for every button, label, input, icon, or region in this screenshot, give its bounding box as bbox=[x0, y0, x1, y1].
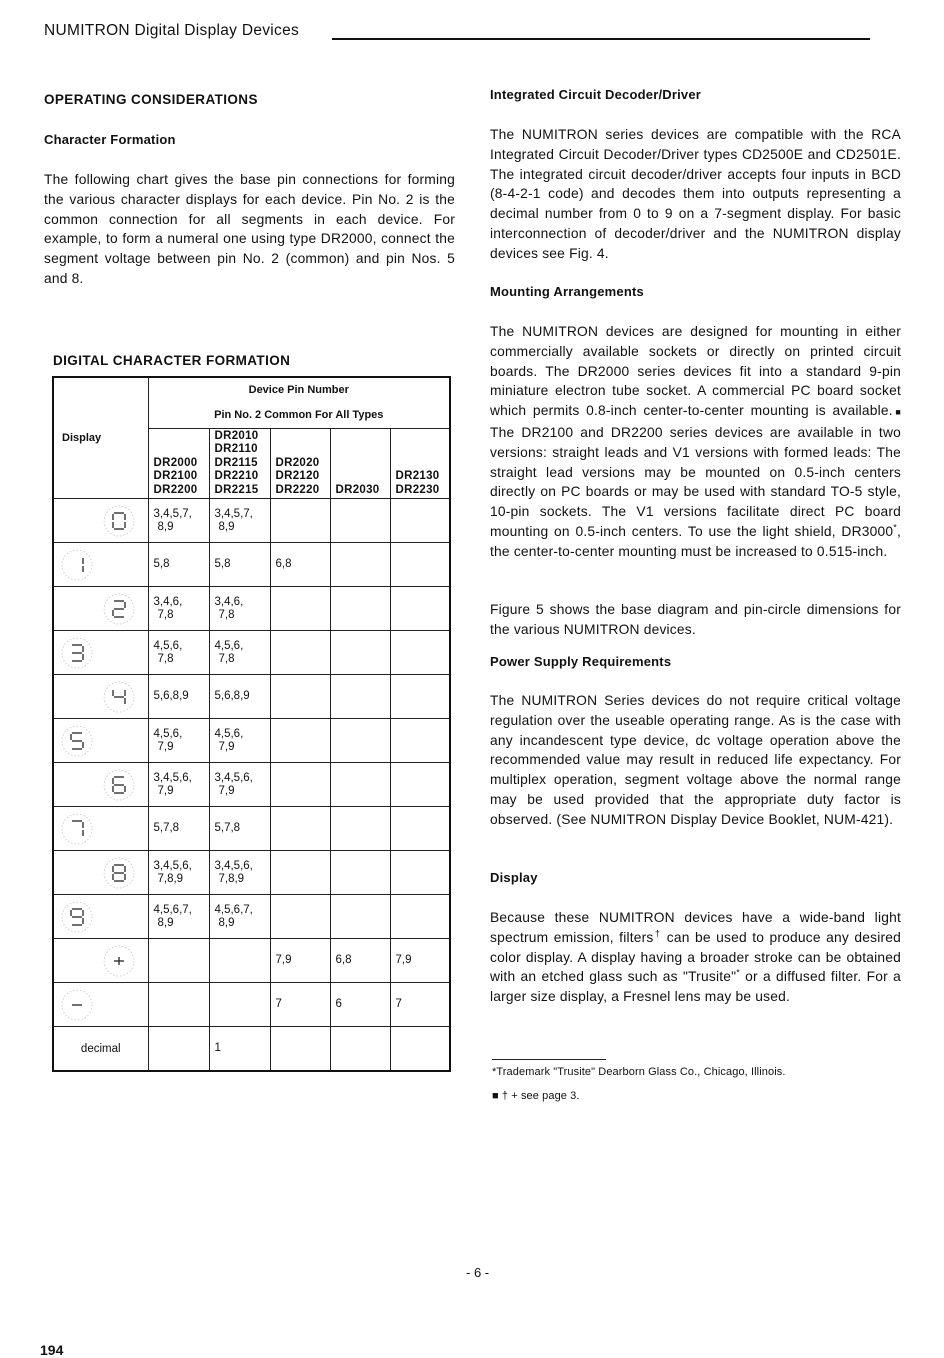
device-type-label: DR2020 bbox=[275, 456, 320, 469]
pin-cell bbox=[330, 1027, 390, 1072]
display-column-header: Display bbox=[53, 377, 148, 499]
pin-cell bbox=[270, 939, 330, 983]
pin-cell bbox=[148, 675, 209, 719]
pin-list: 3,4,5,6, bbox=[214, 859, 253, 872]
pin-cell bbox=[390, 763, 450, 807]
pin-list: 3,4,5,6, bbox=[214, 771, 253, 784]
group-header bbox=[148, 377, 450, 429]
pin-cell bbox=[390, 851, 450, 895]
pin-cell bbox=[148, 587, 209, 631]
pin-list: 7 bbox=[275, 998, 282, 1010]
display-label: decimal bbox=[80, 1042, 121, 1055]
dagger-ref: † bbox=[653, 928, 662, 939]
asterisk-ref: * bbox=[893, 522, 897, 533]
device-type-header bbox=[270, 429, 330, 499]
pin-cell bbox=[390, 675, 450, 719]
pin-cell bbox=[330, 631, 390, 675]
pin-cell bbox=[330, 675, 390, 719]
pin-list: 7,8 bbox=[157, 652, 174, 665]
device-type-label: DR2220 bbox=[275, 483, 320, 496]
pin-cell bbox=[148, 499, 209, 543]
table-row bbox=[53, 851, 450, 895]
corner-number: 194 bbox=[40, 1342, 64, 1358]
group-header-line-2: Pin No. 2 Common For All Types bbox=[214, 409, 384, 421]
pin-cell bbox=[270, 675, 330, 719]
display-cell bbox=[53, 587, 148, 631]
display-cell bbox=[53, 807, 148, 851]
display-cell bbox=[53, 543, 148, 587]
pin-cell bbox=[330, 763, 390, 807]
pin-list: 5,6,8,9 bbox=[153, 690, 189, 702]
pin-cell bbox=[148, 851, 209, 895]
pin-cell bbox=[270, 499, 330, 543]
pin-list: 7,9 bbox=[395, 954, 412, 966]
pin-cell bbox=[390, 719, 450, 763]
pin-list: 1 bbox=[214, 1042, 221, 1054]
ic-heading: Integrated Circuit Decoder/Driver bbox=[490, 87, 702, 102]
display-cell bbox=[53, 939, 148, 983]
char-formation-heading: Character Formation bbox=[44, 132, 176, 147]
device-type-label: DR2010 bbox=[214, 429, 259, 442]
pin-cell bbox=[270, 587, 330, 631]
pin-cell bbox=[390, 587, 450, 631]
pin-cell bbox=[390, 1027, 450, 1072]
pin-list: 3,4,6, bbox=[153, 595, 183, 608]
pin-cell bbox=[270, 807, 330, 851]
device-type-header bbox=[390, 429, 450, 499]
pin-cell bbox=[270, 763, 330, 807]
digit-4-glyph-icon bbox=[102, 680, 136, 714]
digit-7-glyph-icon bbox=[60, 812, 94, 846]
table-row bbox=[53, 719, 450, 763]
device-type-label: DR2100 bbox=[153, 470, 198, 482]
pin-cell bbox=[209, 851, 270, 895]
pin-cell bbox=[390, 631, 450, 675]
table-row bbox=[53, 807, 450, 851]
display-cell bbox=[53, 675, 148, 719]
pin-list: 7 bbox=[395, 998, 402, 1010]
pin-cell bbox=[270, 851, 330, 895]
pin-cell bbox=[209, 807, 270, 851]
pin-list: 3,4,6, bbox=[214, 595, 244, 608]
table-row bbox=[53, 895, 450, 939]
pin-list: 4,5,6,7, bbox=[214, 903, 253, 916]
pin-cell bbox=[270, 895, 330, 939]
device-type-header bbox=[148, 429, 209, 499]
table-row bbox=[53, 1027, 450, 1072]
pin-cell bbox=[330, 895, 390, 939]
display-body-part-c: or a diffused filter. For a larger size display, a Fresnel lens may be used. bbox=[490, 969, 902, 1005]
pin-cell bbox=[270, 983, 330, 1027]
pin-list: 6 bbox=[335, 998, 342, 1010]
pin-list: 8,9 bbox=[218, 520, 235, 533]
device-type-label: DR2110 bbox=[214, 443, 258, 455]
digit-5-glyph-icon bbox=[60, 724, 94, 758]
display-body-part-b: can be used to produce any desired color display. A display having a broader stroke can be obtained with an etched glass such as "Trusite" bbox=[490, 929, 902, 985]
mounting-body-part-b: The DR2100 and DR2200 series devices are available in two versions: straight leads and V1 versions with formed leads: The straight lead versions may be mounted on 0.5-inch centers directly on PC boards or may be used with standard TO-5 style, 10-pin sockets. The V1 versions facilitate direct PC board mounting on 0.5-inch centers. To use the light shield, DR3000 bbox=[490, 424, 901, 539]
pin-cell bbox=[330, 587, 390, 631]
footnote-trademark: *Trademark "Trusite" Dearborn Glass Co., Chicago, Illinois. bbox=[492, 1066, 786, 1078]
pin-list: 7,8 bbox=[218, 652, 235, 665]
digit-0-glyph-icon bbox=[102, 504, 136, 538]
pin-cell bbox=[148, 719, 209, 763]
pin-cell bbox=[209, 675, 270, 719]
device-type-label: DR2210 bbox=[214, 470, 259, 482]
digit-1-glyph-icon bbox=[60, 548, 94, 582]
device-type-header bbox=[330, 429, 390, 499]
table-row bbox=[53, 631, 450, 675]
character-formation-table bbox=[52, 376, 451, 1072]
minus-glyph-icon bbox=[60, 988, 94, 1022]
mounting-heading: Mounting Arrangements bbox=[490, 284, 644, 299]
mounting-body-part-a: The NUMITRON devices are designed for mounting in either commercially available sockets or directly on printed circuit boards. The DR2000 series devices fit into a standard 9-pin miniature electron tube socket. A commercial PC board socket which permits 0.8-inch center-to-center mounting is available. bbox=[490, 324, 901, 419]
table-row bbox=[53, 939, 450, 983]
pin-cell bbox=[390, 499, 450, 543]
pin-cell bbox=[209, 1027, 270, 1072]
pin-list: 5,7,8 bbox=[153, 822, 180, 834]
pin-cell bbox=[390, 983, 450, 1027]
display-cell bbox=[53, 631, 148, 675]
display-heading: Display bbox=[490, 870, 538, 885]
plus-glyph-icon bbox=[102, 944, 136, 978]
table-title: DIGITAL CHARACTER FORMATION bbox=[53, 353, 291, 368]
pin-list: 4,5,6,7, bbox=[153, 903, 192, 916]
device-type-label: DR2000 bbox=[153, 456, 198, 469]
table-row bbox=[53, 763, 450, 807]
digit-9-glyph-icon bbox=[60, 900, 94, 934]
display-cell bbox=[53, 983, 148, 1027]
device-type-label: DR2120 bbox=[275, 470, 320, 482]
pin-cell bbox=[330, 499, 390, 543]
pin-list: 7,9 bbox=[275, 954, 292, 966]
pin-cell bbox=[330, 807, 390, 851]
pin-cell bbox=[330, 983, 390, 1027]
pin-cell bbox=[270, 1027, 330, 1072]
pin-cell bbox=[209, 895, 270, 939]
pin-cell bbox=[148, 1027, 209, 1072]
digit-6-glyph-icon bbox=[102, 768, 136, 802]
pin-cell bbox=[209, 939, 270, 983]
pin-list: 7,9 bbox=[218, 784, 235, 797]
digit-8-glyph-icon bbox=[102, 856, 136, 890]
pin-list: 8,9 bbox=[157, 916, 174, 929]
device-type-label: DR2215 bbox=[214, 483, 259, 496]
pin-cell bbox=[209, 631, 270, 675]
pin-list: 4,5,6, bbox=[214, 639, 244, 652]
table-row bbox=[53, 499, 450, 543]
pin-list: 7,9 bbox=[157, 784, 174, 797]
pin-cell bbox=[330, 939, 390, 983]
device-type-label: DR2130 bbox=[395, 470, 440, 482]
page-number: - 6 - bbox=[466, 1265, 490, 1280]
pin-cell bbox=[390, 807, 450, 851]
pin-list: 4,5,6, bbox=[214, 727, 244, 740]
pin-cell bbox=[330, 543, 390, 587]
device-type-label: DR2200 bbox=[153, 483, 198, 496]
pin-cell bbox=[209, 587, 270, 631]
pin-cell bbox=[209, 499, 270, 543]
pin-list: 5,7,8 bbox=[214, 822, 241, 834]
device-type-label: DR2115 bbox=[214, 456, 258, 469]
section-title: OPERATING CONSIDERATIONS bbox=[44, 92, 258, 107]
pin-cell bbox=[148, 939, 209, 983]
ic-body: The NUMITRON series devices are compatible with the RCA Integrated Circuit Decoder/Driver types CD2500E and CD2501E. The integrated circuit decoder/driver accepts four inputs in BCD (8-4-2-1 code) and decodes them into outputs representing a decimal number from 0 to 9 on a 7-segment display. For basic interconnection of decoder/driver and the NUMITRON display devices see Fig. 4. bbox=[490, 127, 901, 261]
pin-list: 8,9 bbox=[157, 520, 174, 533]
footnote-see-page: ■ † + see page 3. bbox=[492, 1090, 580, 1102]
pin-list: 4,5,6, bbox=[153, 639, 183, 652]
device-type-label: DR2230 bbox=[395, 483, 440, 496]
pin-list: 7,9 bbox=[157, 740, 174, 753]
display-body bbox=[490, 908, 901, 1007]
table-body bbox=[53, 499, 450, 1072]
pin-list: 7,9 bbox=[218, 740, 235, 753]
pin-list: 5,8 bbox=[153, 558, 170, 570]
pin-cell bbox=[148, 631, 209, 675]
table-row bbox=[53, 543, 450, 587]
pin-list: 8,9 bbox=[218, 916, 235, 929]
display-cell bbox=[53, 895, 148, 939]
pin-cell bbox=[330, 851, 390, 895]
pin-cell bbox=[209, 983, 270, 1027]
device-type-header bbox=[209, 429, 270, 499]
pin-list: 3,4,5,6, bbox=[153, 859, 192, 872]
power-heading: Power Supply Requirements bbox=[490, 654, 672, 669]
digit-2-glyph-icon bbox=[102, 592, 136, 626]
asterisk-ref: * bbox=[736, 967, 740, 978]
mounting-body-part-c: , the center-to-center mounting must be increased to 0.515-inch. bbox=[490, 523, 901, 559]
display-cell bbox=[53, 499, 148, 543]
pin-cell bbox=[270, 719, 330, 763]
pin-cell bbox=[148, 807, 209, 851]
footnote-rule bbox=[492, 1059, 606, 1060]
pin-list: 5,8 bbox=[214, 558, 231, 570]
table-row bbox=[53, 587, 450, 631]
char-formation-body: The following chart gives the base pin connections for forming the various character displays for each device. Pin No. 2 is the common connection for all segments in each device. For example, to form a numeral one using type DR2000, connect the segment voltage between pin No. 2 (common) and pin Nos. 5 and 8. bbox=[44, 172, 455, 286]
table-row bbox=[53, 983, 450, 1027]
figure5-paragraph: Figure 5 shows the base diagram and pin-circle dimensions for the various NUMITRON devices. bbox=[490, 602, 901, 637]
pin-cell bbox=[148, 763, 209, 807]
group-header-line-1: Device Pin Number bbox=[248, 384, 349, 396]
header-rule bbox=[332, 38, 870, 40]
display-cell bbox=[53, 1027, 148, 1072]
pin-cell bbox=[390, 939, 450, 983]
pin-cell bbox=[148, 983, 209, 1027]
mounting-body bbox=[490, 322, 901, 562]
pin-list: 7,8 bbox=[218, 608, 235, 621]
pin-list: 6,8 bbox=[335, 954, 352, 966]
pin-list: 7,8,9 bbox=[157, 872, 184, 885]
pin-cell bbox=[390, 895, 450, 939]
pin-cell bbox=[270, 543, 330, 587]
pin-list: 3,4,5,6, bbox=[153, 771, 192, 784]
pin-cell bbox=[209, 543, 270, 587]
display-body-part-a: Because these NUMITRON devices have a wide-band light spectrum emission, filters bbox=[490, 910, 901, 945]
pin-list: 6,8 bbox=[275, 558, 292, 570]
square-marker-icon: ■ bbox=[892, 407, 901, 418]
table-row bbox=[53, 675, 450, 719]
pin-cell bbox=[390, 543, 450, 587]
display-cell bbox=[53, 719, 148, 763]
display-cell bbox=[53, 851, 148, 895]
header-title: NUMITRON Digital Display Devices bbox=[44, 22, 300, 39]
pin-list: 3,4,5,7, bbox=[153, 507, 192, 520]
digit-3-glyph-icon bbox=[60, 636, 94, 670]
pin-list: 7,8,9 bbox=[218, 872, 245, 885]
pin-cell bbox=[148, 543, 209, 587]
pin-list: 7,8 bbox=[157, 608, 174, 621]
display-cell bbox=[53, 763, 148, 807]
pin-cell bbox=[209, 719, 270, 763]
pin-cell bbox=[330, 719, 390, 763]
pin-cell bbox=[270, 631, 330, 675]
pin-cell bbox=[209, 763, 270, 807]
pin-list: 5,6,8,9 bbox=[214, 690, 250, 702]
power-body: The NUMITRON Series devices do not require critical voltage regulation over the useable operating range. As is the case with any incandescent type device, dc voltage operation above the recommended value may result in reduced life expectancy. For multiplex operation, segment voltage above the normal range may be used provided that the appropriate duty factor is observed. (See NUMITRON Display Device Booklet, NUM-421). bbox=[490, 693, 901, 827]
pin-list: 3,4,5,7, bbox=[214, 507, 253, 520]
pin-list: 4,5,6, bbox=[153, 727, 183, 740]
device-type-label: DR2030 bbox=[335, 483, 380, 496]
pin-cell bbox=[148, 895, 209, 939]
